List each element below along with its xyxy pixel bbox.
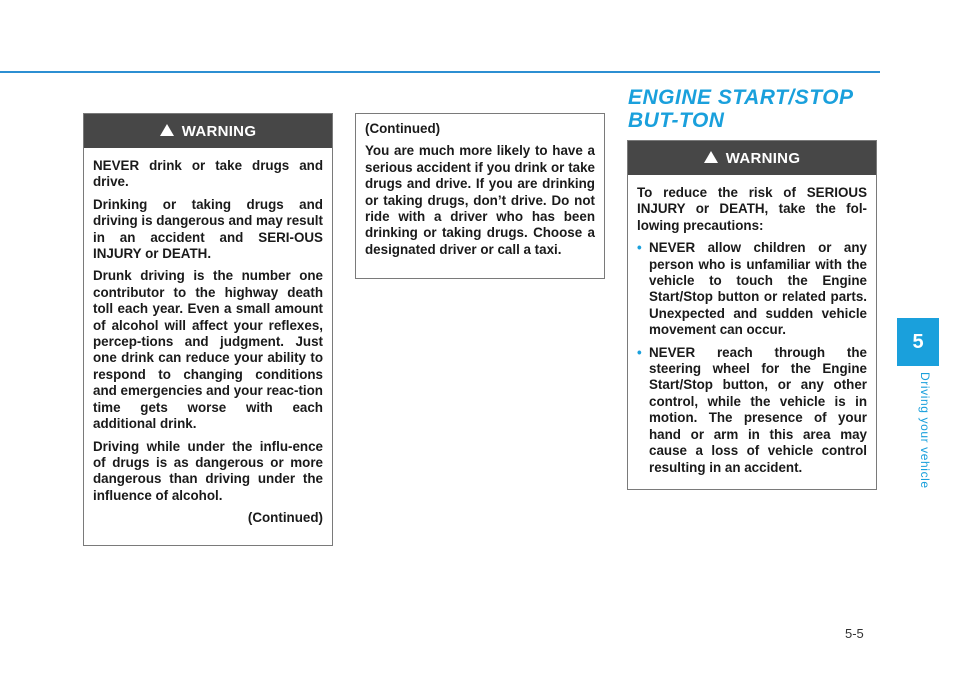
top-rule [0,71,880,73]
warning-triangle-icon [160,124,174,136]
warning-paragraph: Driving while under the influ-ence of drugs is as dangerous or more dangerous than driving under the influence of alcohol. [93,438,323,503]
bullet-text: NEVER allow children or any person who is unfamiliar with the vehicle to touch the Engine Start/Stop button or related parts. Unexpected and sudden vehicle movement can occur. [649,240,867,338]
warning-header [84,114,332,148]
chapter-label-text: Driving your vehicle [918,372,932,489]
list-item [637,345,867,476]
warning-box-continued [355,113,605,279]
warning-paragraph: NEVER drink or take drugs and drive. [93,158,323,190]
warning-header [628,141,876,175]
warning-paragraph: You are much more likely to have a serious accident if you drink or take drugs and drive. If you are drinking or taking drugs, don’t drive. Do not ride with a driver who has been drinking or taking drugs. Choose a designated driver or call a taxi. [365,143,595,257]
warning-body [628,175,876,492]
bullet-text: NEVER reach through the steering wheel for the Engine Start/Stop button, or any other control, while the vehicle is in motion. The presence of your hand or arm in this area may cause a loss of vehicle control resulting in an accident. [649,344,867,475]
warning-box-engine-start-stop [627,140,877,490]
section-title: ENGINE START/STOP BUT-TON [628,86,853,132]
warning-paragraph: Drinking or taking drugs and driving is dangerous and may result in an accident and SERI-OUS INJURY or DEATH. [93,196,323,262]
warning-header-label: WARNING [725,149,801,167]
continued-label: (Continued) [247,510,323,526]
bullet-icon: • [637,240,642,256]
warning-intro: To reduce the risk of SERIOUS INJURY or DEATH, take the fol-lowing precautions: [637,185,867,233]
page-number: 5-5 [845,626,864,641]
warning-body [356,114,604,274]
warning-triangle-icon [704,151,718,163]
warning-body [84,148,332,537]
warning-header-label: WARNING [181,122,257,140]
warning-box-drunk-driving [83,113,333,546]
warning-paragraph: Drunk driving is the number one contributor to the highway death toll each year. Even a small amount of alcohol will affect your reflexes, percep-tions and judgment. Just one drink can reduce your ability to respond to changing conditions and emergencies and your reac-tion time gets worse with each additional drink. [93,268,323,432]
chapter-tab[interactable]: 5 [897,318,939,366]
warning-bullet-list [637,240,867,476]
bullet-icon: • [637,344,642,360]
list-item [637,240,867,338]
continued-label: (Continued) [365,121,441,136]
chapter-label [918,372,932,502]
